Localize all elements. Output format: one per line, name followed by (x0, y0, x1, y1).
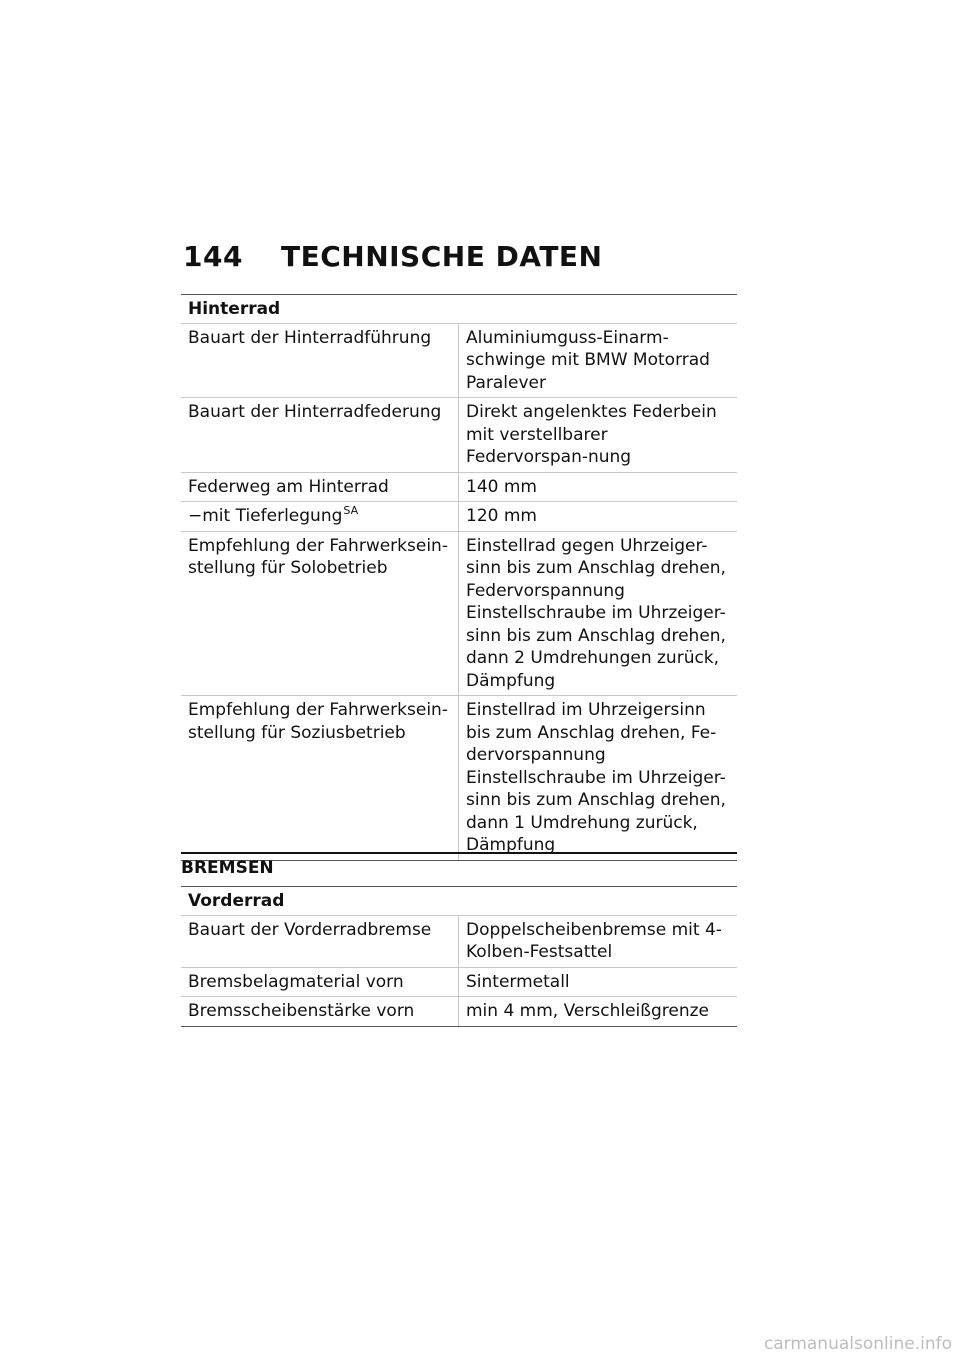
table-row (181, 696, 737, 861)
table-row (181, 502, 737, 532)
sa-superscript: SA (343, 504, 359, 517)
table-row (181, 323, 737, 398)
row-value-part: Einstellschraube im Uhrzeiger-sinn bis zum Anschlag drehen, dann 1 Umdrehung zurück, Dämpfung (466, 767, 726, 855)
row-label-text: −mit Tieferlegung (188, 506, 343, 526)
page-header (183, 240, 602, 273)
table-row (181, 915, 737, 967)
row-label: Bauart der Hinterradführung (181, 323, 459, 398)
table-heading-row (181, 887, 737, 916)
vorderrad-table (181, 886, 737, 1027)
table-row (181, 472, 737, 502)
table-heading-row (181, 295, 737, 324)
row-value (459, 531, 738, 696)
table-row (181, 997, 737, 1027)
hinterrad-heading: Hinterrad (181, 295, 737, 324)
page-title: TECHNISCHE DATEN (281, 240, 603, 273)
row-label (181, 502, 459, 532)
watermark: carmanualsonline.info (763, 1334, 952, 1354)
table-row (181, 531, 737, 696)
table-row (181, 398, 737, 473)
row-label: Bauart der Hinterradfederung (181, 398, 459, 473)
row-label: Bremsscheibenstärke vorn (181, 997, 459, 1027)
row-label: Federweg am Hinterrad (181, 472, 459, 502)
row-value: 120 mm (459, 502, 738, 532)
table-row (181, 967, 737, 997)
section-title-bremsen: BREMSEN (181, 852, 737, 878)
hinterrad-table (181, 294, 737, 861)
row-value: Doppelscheibenbremse mit 4-Kolben-Festsattel (459, 915, 738, 967)
row-value: min 4 mm, Verschleißgrenze (459, 997, 738, 1027)
vorderrad-heading: Vorderrad (181, 887, 737, 916)
row-value: Sintermetall (459, 967, 738, 997)
row-label: Bauart der Vorderradbremse (181, 915, 459, 967)
row-label: Bremsbelagmaterial vorn (181, 967, 459, 997)
row-value (459, 696, 738, 861)
row-value-part: Einstellschraube im Uhrzeiger-sinn bis zum Anschlag drehen, dann 2 Umdrehungen zurück, Dämpfung (466, 603, 726, 691)
row-value: Direkt angelenktes Federbein mit verstellbarer Federvorspan-nung (459, 398, 738, 473)
row-label: Empfehlung der Fahrwerksein-stellung für Solobetrieb (181, 531, 459, 696)
row-value: Aluminiumguss-Einarm-schwinge mit BMW Motorrad Paralever (459, 323, 738, 398)
row-value-part: Einstellrad gegen Uhrzeiger-sinn bis zum Anschlag drehen, Federvorspannung (466, 535, 726, 601)
row-value: 140 mm (459, 472, 738, 502)
row-value-part: Einstellrad im Uhrzeigersinn bis zum Anschlag drehen, Fe-dervorspannung (466, 700, 717, 765)
row-label: Empfehlung der Fahrwerksein-stellung für Soziusbetrieb (181, 696, 459, 861)
page-number: 144 (183, 240, 243, 273)
